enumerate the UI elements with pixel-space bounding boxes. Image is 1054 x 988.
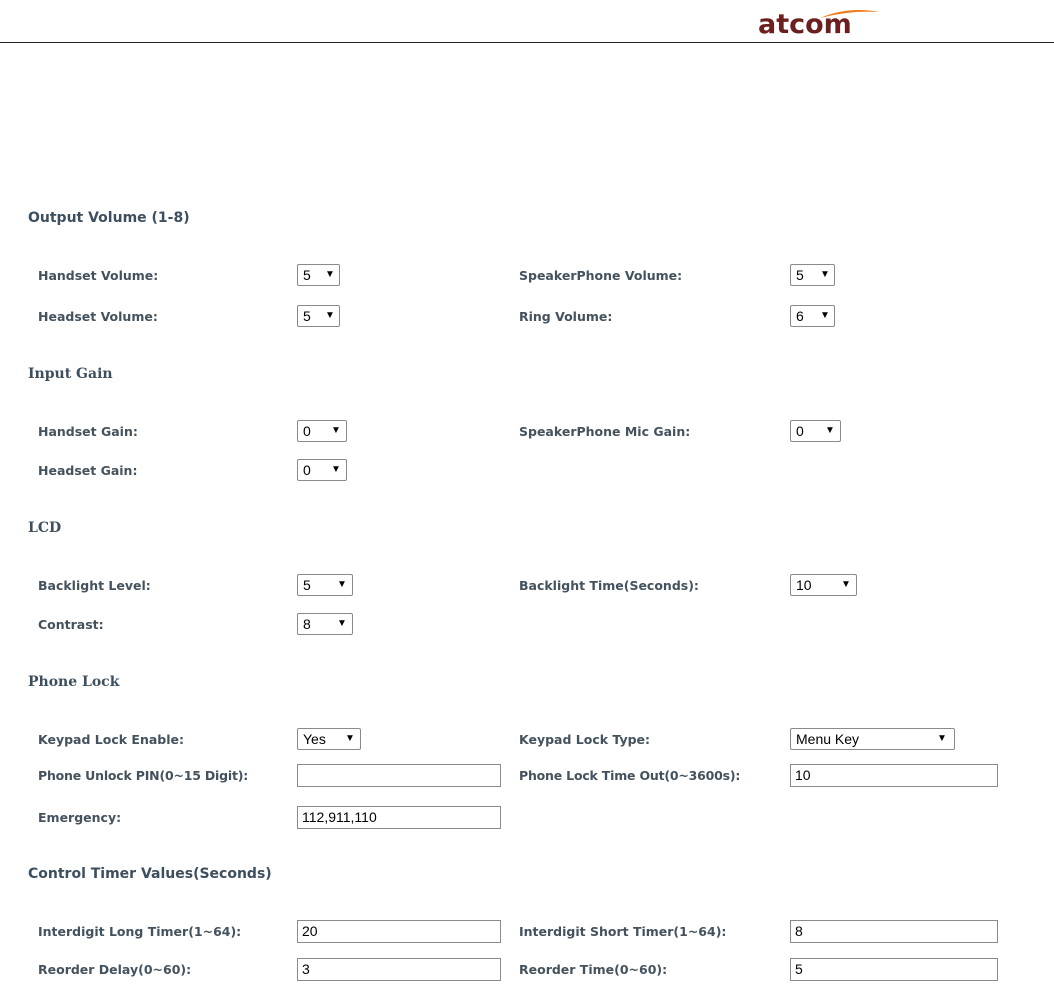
chevron-down-icon: ▼: [820, 310, 830, 321]
headset-volume-select[interactable]: [297, 305, 340, 327]
section-title-output-volume: Output Volume (1-8): [28, 210, 190, 226]
interdigit-long-timer-label: Interdigit Long Timer(1~64):: [38, 924, 242, 939]
brand-name: atcom: [758, 9, 852, 40]
speakerphone-volume-select[interactable]: [790, 264, 835, 286]
keypad-lock-type-value: Menu Key: [796, 731, 860, 747]
contrast-label: Contrast:: [38, 617, 104, 632]
reorder-delay-label: Reorder Delay(0~60):: [38, 962, 192, 977]
brand-logo: [758, 4, 888, 40]
phone-lock-timeout-label: Phone Lock Time Out(0~3600s):: [519, 768, 741, 783]
chevron-down-icon: ▼: [325, 269, 335, 280]
phone-unlock-pin-label: Phone Unlock PIN(0~15 Digit):: [38, 768, 249, 783]
contrast-value: 8: [303, 616, 311, 632]
keypad-lock-enable-label: Keypad Lock Enable:: [38, 732, 184, 747]
headset-gain-value: 0: [303, 462, 311, 478]
reorder-time-input[interactable]: 5: [790, 958, 998, 981]
contrast-select[interactable]: [297, 613, 353, 635]
section-title-input-gain: Input Gain: [28, 366, 113, 382]
chevron-down-icon: ▼: [825, 425, 835, 436]
ring-volume-value: 6: [796, 308, 804, 324]
speakerphone-volume-value: 5: [796, 267, 804, 283]
backlight-time-select[interactable]: [790, 574, 857, 596]
reorder-time-label: Reorder Time(0~60):: [519, 962, 668, 977]
speakerphone-volume-label: SpeakerPhone Volume:: [519, 268, 683, 283]
phone-unlock-pin-input[interactable]: [297, 764, 501, 787]
keypad-lock-enable-value: Yes: [303, 731, 326, 747]
section-title-phone-lock: Phone Lock: [28, 674, 120, 690]
backlight-time-value: 10: [796, 577, 812, 593]
chevron-down-icon: ▼: [345, 733, 355, 744]
header-divider: [0, 42, 1054, 43]
handset-gain-select[interactable]: [297, 420, 347, 442]
speakerphone-mic-gain-select[interactable]: [790, 420, 841, 442]
handset-volume-value: 5: [303, 267, 311, 283]
backlight-level-select[interactable]: [297, 574, 353, 596]
speakerphone-mic-gain-value: 0: [796, 423, 804, 439]
emergency-input[interactable]: 112,911,110: [297, 806, 501, 829]
handset-volume-label: Handset Volume:: [38, 268, 159, 283]
chevron-down-icon: ▼: [325, 310, 335, 321]
section-title-control-timer: Control Timer Values(Seconds): [28, 866, 272, 882]
section-title-lcd: LCD: [28, 520, 62, 536]
ring-volume-select[interactable]: [790, 305, 835, 327]
interdigit-short-timer-input[interactable]: 8: [790, 920, 998, 943]
chevron-down-icon: ▼: [337, 618, 347, 629]
chevron-down-icon: ▼: [820, 269, 830, 280]
ring-volume-label: Ring Volume:: [519, 309, 613, 324]
reorder-delay-input[interactable]: 3: [297, 958, 501, 981]
chevron-down-icon: ▼: [331, 425, 341, 436]
chevron-down-icon: ▼: [331, 464, 341, 475]
handset-gain-value: 0: [303, 423, 311, 439]
headset-volume-label: Headset Volume:: [38, 309, 158, 324]
phone-lock-timeout-input[interactable]: 10: [790, 764, 998, 787]
backlight-level-value: 5: [303, 577, 311, 593]
handset-volume-select[interactable]: [297, 264, 340, 286]
keypad-lock-type-label: Keypad Lock Type:: [519, 732, 651, 747]
backlight-time-label: Backlight Time(Seconds):: [519, 578, 699, 593]
chevron-down-icon: ▼: [841, 579, 851, 590]
interdigit-short-timer-label: Interdigit Short Timer(1~64):: [519, 924, 727, 939]
emergency-label: Emergency:: [38, 810, 122, 825]
interdigit-long-timer-input[interactable]: 20: [297, 920, 501, 943]
chevron-down-icon: ▼: [337, 579, 347, 590]
headset-volume-value: 5: [303, 308, 311, 324]
chevron-down-icon: ▼: [937, 733, 947, 744]
headset-gain-label: Headset Gain:: [38, 463, 138, 478]
headset-gain-select[interactable]: [297, 459, 347, 481]
keypad-lock-enable-select[interactable]: [297, 728, 361, 750]
speakerphone-mic-gain-label: SpeakerPhone Mic Gain:: [519, 424, 691, 439]
handset-gain-label: Handset Gain:: [38, 424, 138, 439]
backlight-level-label: Backlight Level:: [38, 578, 151, 593]
keypad-lock-type-select[interactable]: [790, 728, 955, 750]
